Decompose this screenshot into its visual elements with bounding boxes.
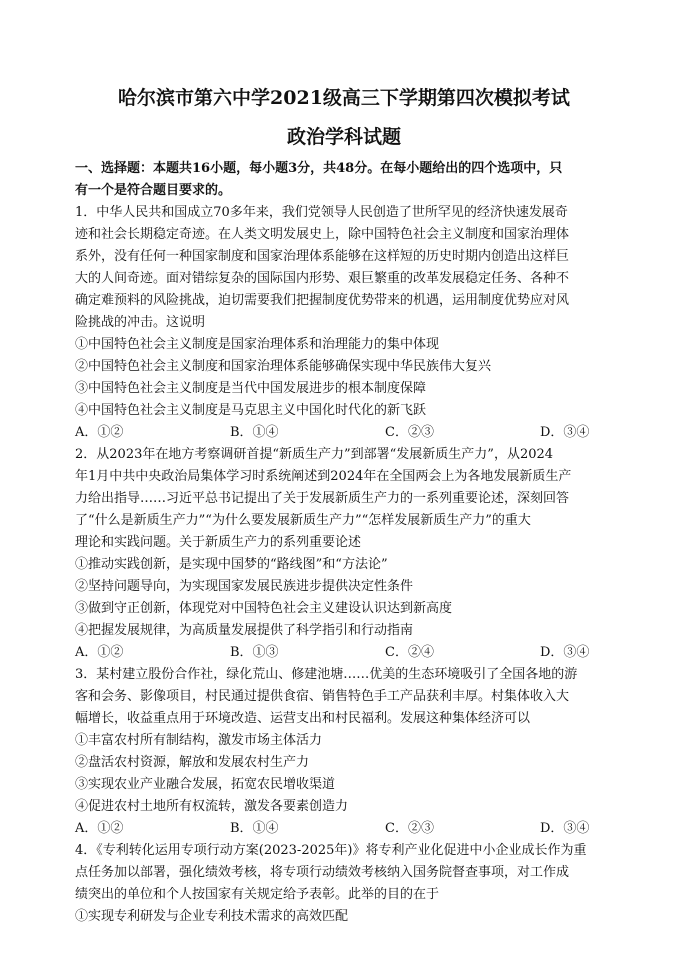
question-1-item: ③中国特色社会主义制度是当代中国发展进步的根本制度保障: [75, 381, 427, 396]
question-2-stem-line: 年1月中共中央政治局集体学习时系统阐述到2024年在全国两会上为各地发展新质生产: [75, 469, 572, 484]
question-2-stem-line: 力给出指导……习近平总书记提出了关于发展新质生产力的一系列重要论述，深刻回答: [75, 491, 570, 506]
question-2-item: ①推动实践创新，是实现中国梦的“路线图”和“方法论”: [75, 557, 388, 572]
question-3-item: ②盘活农村资源，解放和发展农村生产力: [75, 755, 310, 770]
question-4-stem-line: 4．《专利转化运用专项行动方案(2023-2025年)》将专利产业化促进中小企业成长作为重: [75, 843, 587, 858]
question-2-item: ③做到守正创新，体现党对中国特色社会主义建设认识达到新高度: [75, 601, 453, 616]
question-3-options: [75, 820, 615, 838]
question-2-item: ④把握发展规律，为高质量发展提供了科学指引和行动指南: [75, 623, 414, 638]
option-b: B．①③: [230, 645, 279, 660]
question-3-stem-line: 3．某村建立股份合作社，绿化荒山、修建池塘……优美的生态环境吸引了全国各地的游: [75, 667, 578, 682]
option-d: D．③④: [540, 645, 590, 660]
question-1-stem-line: 大的人间奇迹。面对错综复杂的国际国内形势、艰巨繁重的改革发展稳定任务、各种不: [75, 271, 570, 286]
question-3-item: ④促进农村土地所有权流转，激发各要素创造力: [75, 799, 349, 814]
section-header-line: 一、选择题：本题共16小题，每小题3分，共48分。在每小题给出的四个选项中，只: [75, 161, 563, 176]
question-4-item: ①实现专利研发与企业专利技术需求的高效匹配: [75, 909, 349, 924]
option-b: B．①④: [230, 425, 279, 440]
question-4-stem-line: 点任务加以部署，强化绩效考核，将专项行动绩效考核纳入国务院督查事项，对工作成: [75, 865, 570, 880]
option-b: B．①④: [230, 821, 279, 836]
question-2-stem-line: 理论和实践问题。关于新质生产力的系列重要论述: [75, 535, 362, 550]
question-1-stem-line: 险挑战的冲击。这说明: [75, 315, 206, 330]
option-c: C．②④: [385, 645, 434, 660]
option-a: A．①②: [75, 645, 124, 660]
exam-title: 哈尔滨市第六中学2021级高三下学期第四次模拟考试: [118, 87, 570, 109]
question-3-stem-line: 幅增长，收益重点用于环境改造、运营支出和村民福利。发展这种集体经济可以: [75, 711, 531, 726]
option-d: D．③④: [540, 821, 590, 836]
question-1-item: ④中国特色社会主义制度是马克思主义中国化时代化的新飞跃: [75, 403, 427, 418]
question-1-stem-line: 1．中华人民共和国成立70多年来，我们党领导人民创造了世所罕见的经济快速发展奇: [75, 205, 568, 220]
question-3-item: ③实现农业产业融合发展，拓宽农民增收渠道: [75, 777, 336, 792]
question-1-item: ①中国特色社会主义制度是国家治理体系和治理能力的集中体现: [75, 337, 440, 352]
option-a: A．①②: [75, 425, 124, 440]
question-3-item: ①丰富农村所有制结构，激发市场主体活力: [75, 733, 323, 748]
question-2-options: [75, 644, 615, 662]
question-1-stem-line: 迹和社会长期稳定奇迹。在人类文明发展史上，除中国特色社会主义制度和国家治理体: [75, 227, 570, 242]
question-1-stem-line: 系外，没有任何一种国家制度和国家治理体系能够在这样短的历史时期内创造出这样巨: [75, 249, 570, 264]
question-1-stem-line: 确定难预料的风险挑战，迫切需要我们把握制度优势带来的机遇，运用制度优势应对风: [75, 293, 570, 308]
question-1-options: [75, 424, 615, 442]
question-1-item: ②中国特色社会主义制度和国家治理体系能够确保实现中华民族伟大复兴: [75, 359, 492, 374]
question-2-stem-line: 2．从2023年在地方考察调研首提“新质生产力”到部署“发展新质生产力”，从2024: [75, 447, 554, 462]
option-c: C．②③: [385, 821, 434, 836]
option-d: D．③④: [540, 425, 590, 440]
exam-subtitle: 政治学科试题: [286, 126, 401, 148]
option-a: A．①②: [75, 821, 124, 836]
question-2-item: ②坚持问题导向，为实现国家发展民族进步提供决定性条件: [75, 579, 414, 594]
question-2-stem-line: 了“什么是新质生产力”“为什么要发展新质生产力”“怎样发展新质生产力”的重大: [75, 513, 531, 528]
question-4-stem-line: 绩突出的单位和个人按国家有关规定给予表彰。此举的目的在于: [75, 887, 440, 902]
section-header-line: 有一个是符合题目要求的。: [75, 183, 232, 198]
question-3-stem-line: 客和会务、影像项目，村民通过提供食宿、销售特色手工产品获利丰厚。村集体收入大: [75, 689, 570, 704]
option-c: C．②③: [385, 425, 434, 440]
